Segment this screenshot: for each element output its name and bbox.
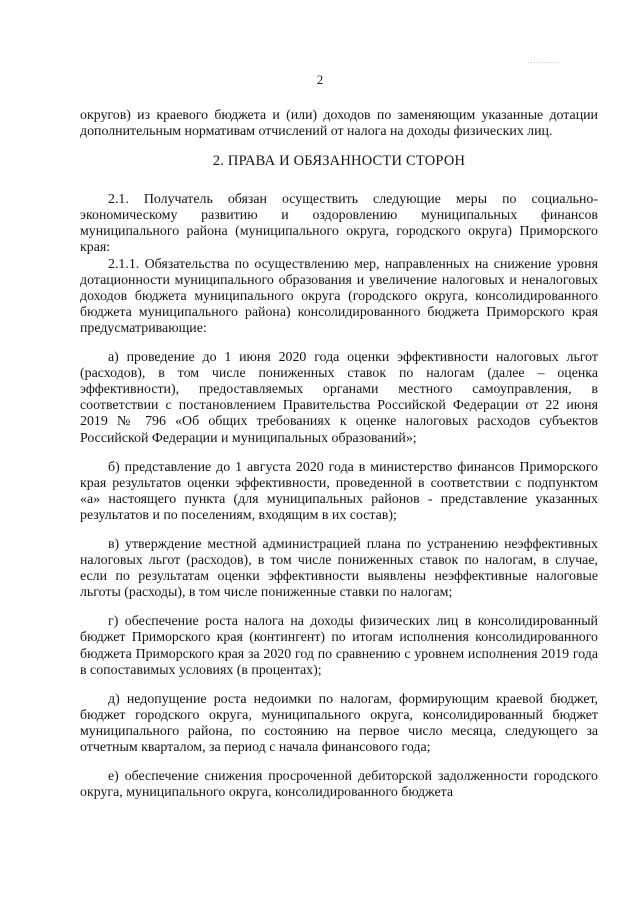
document-body <box>80 108 598 814</box>
page-number: 2 <box>316 72 324 87</box>
paragraph-2-1: 2.1. Получатель обязан осуществить следующие меры по социально-экономическому развитию и оздоровлению муниципальных финансов муниципального района (муниципального округа, городского округа) Приморского края: <box>80 192 598 256</box>
list-item-b: б) представление до 1 августа 2020 года в министерство финансов Приморского края результатов оценки эффективности, проведенной в соответствии с подпунктом «а» настоящего пункта (для муниципальных районов - представление указанных результатов и по поселениям, входящим в их состав); <box>80 459 598 523</box>
list-item-e: е) обеспечение снижения просроченной дебиторской задолженности городского округа, муниципального округа, консолидированного бюджета <box>80 769 598 801</box>
list-item-g: г) обеспечение роста налога на доходы физических лиц в консолидированный бюджет Приморского края (контингент) по итогам исполнения консолидированного бюджета Приморского края за 2020 год по сравнению с уровнем исполнения 2019 года в сопоставимых условиях (в процентах); <box>80 614 598 678</box>
corner-mark: ..... ..... <box>527 58 560 65</box>
list-item-v: в) утверждение местной администрацией плана по устранению неэффективных налоговых льгот (расходов), в том числе пониженных ставок по налогам, в случае, если по результатам оценки эффективности выявлены неэффективные налоговые льготы (расходы), в том числе пониженные ставки по налогам; <box>80 536 598 601</box>
intro-continuation-paragraph: округов) из краевого бюджета и (или) доходов по заменяющим указанные дотации дополнительным нормативам отчислений от налога на доходы физических лиц. <box>80 108 598 140</box>
list-item-a: а) проведение до 1 июня 2020 года оценки эффективности налоговых льгот (расходов), в том числе пониженных ставок по налогам (далее – оценка эффективности), предоставляемых органами местного самоуправления, в соответствии с постановлением Правительства Российской Федерации от 22 июня 2019 № 796 «Об общих требованиях к оценке налоговых расходов субъектов Российской Федерации и муниципальных образований»; <box>80 350 598 446</box>
list-item-d: д) недопущение роста недоимки по налогам, формирующим краевой бюджет, бюджет городского округа, муниципального округа, консолидированный бюджет муниципального района, по состоянию на первое число месяца, следующего за отчетным кварталом, за период с начала финансового года; <box>80 691 598 755</box>
section-heading: 2. ПРАВА И ОБЯЗАННОСТИ СТОРОН <box>212 153 466 170</box>
paragraph-2-1-1: 2.1.1. Обязательства по осуществлению мер, направленных на снижение уровня дотационности муниципального образования и увеличение налоговых и неналоговых доходов бюджета муниципального округа (городского округа, консолидированного бюджета муниципального района) консолидированного бюджета Приморского края предусматривающие: <box>80 256 598 336</box>
